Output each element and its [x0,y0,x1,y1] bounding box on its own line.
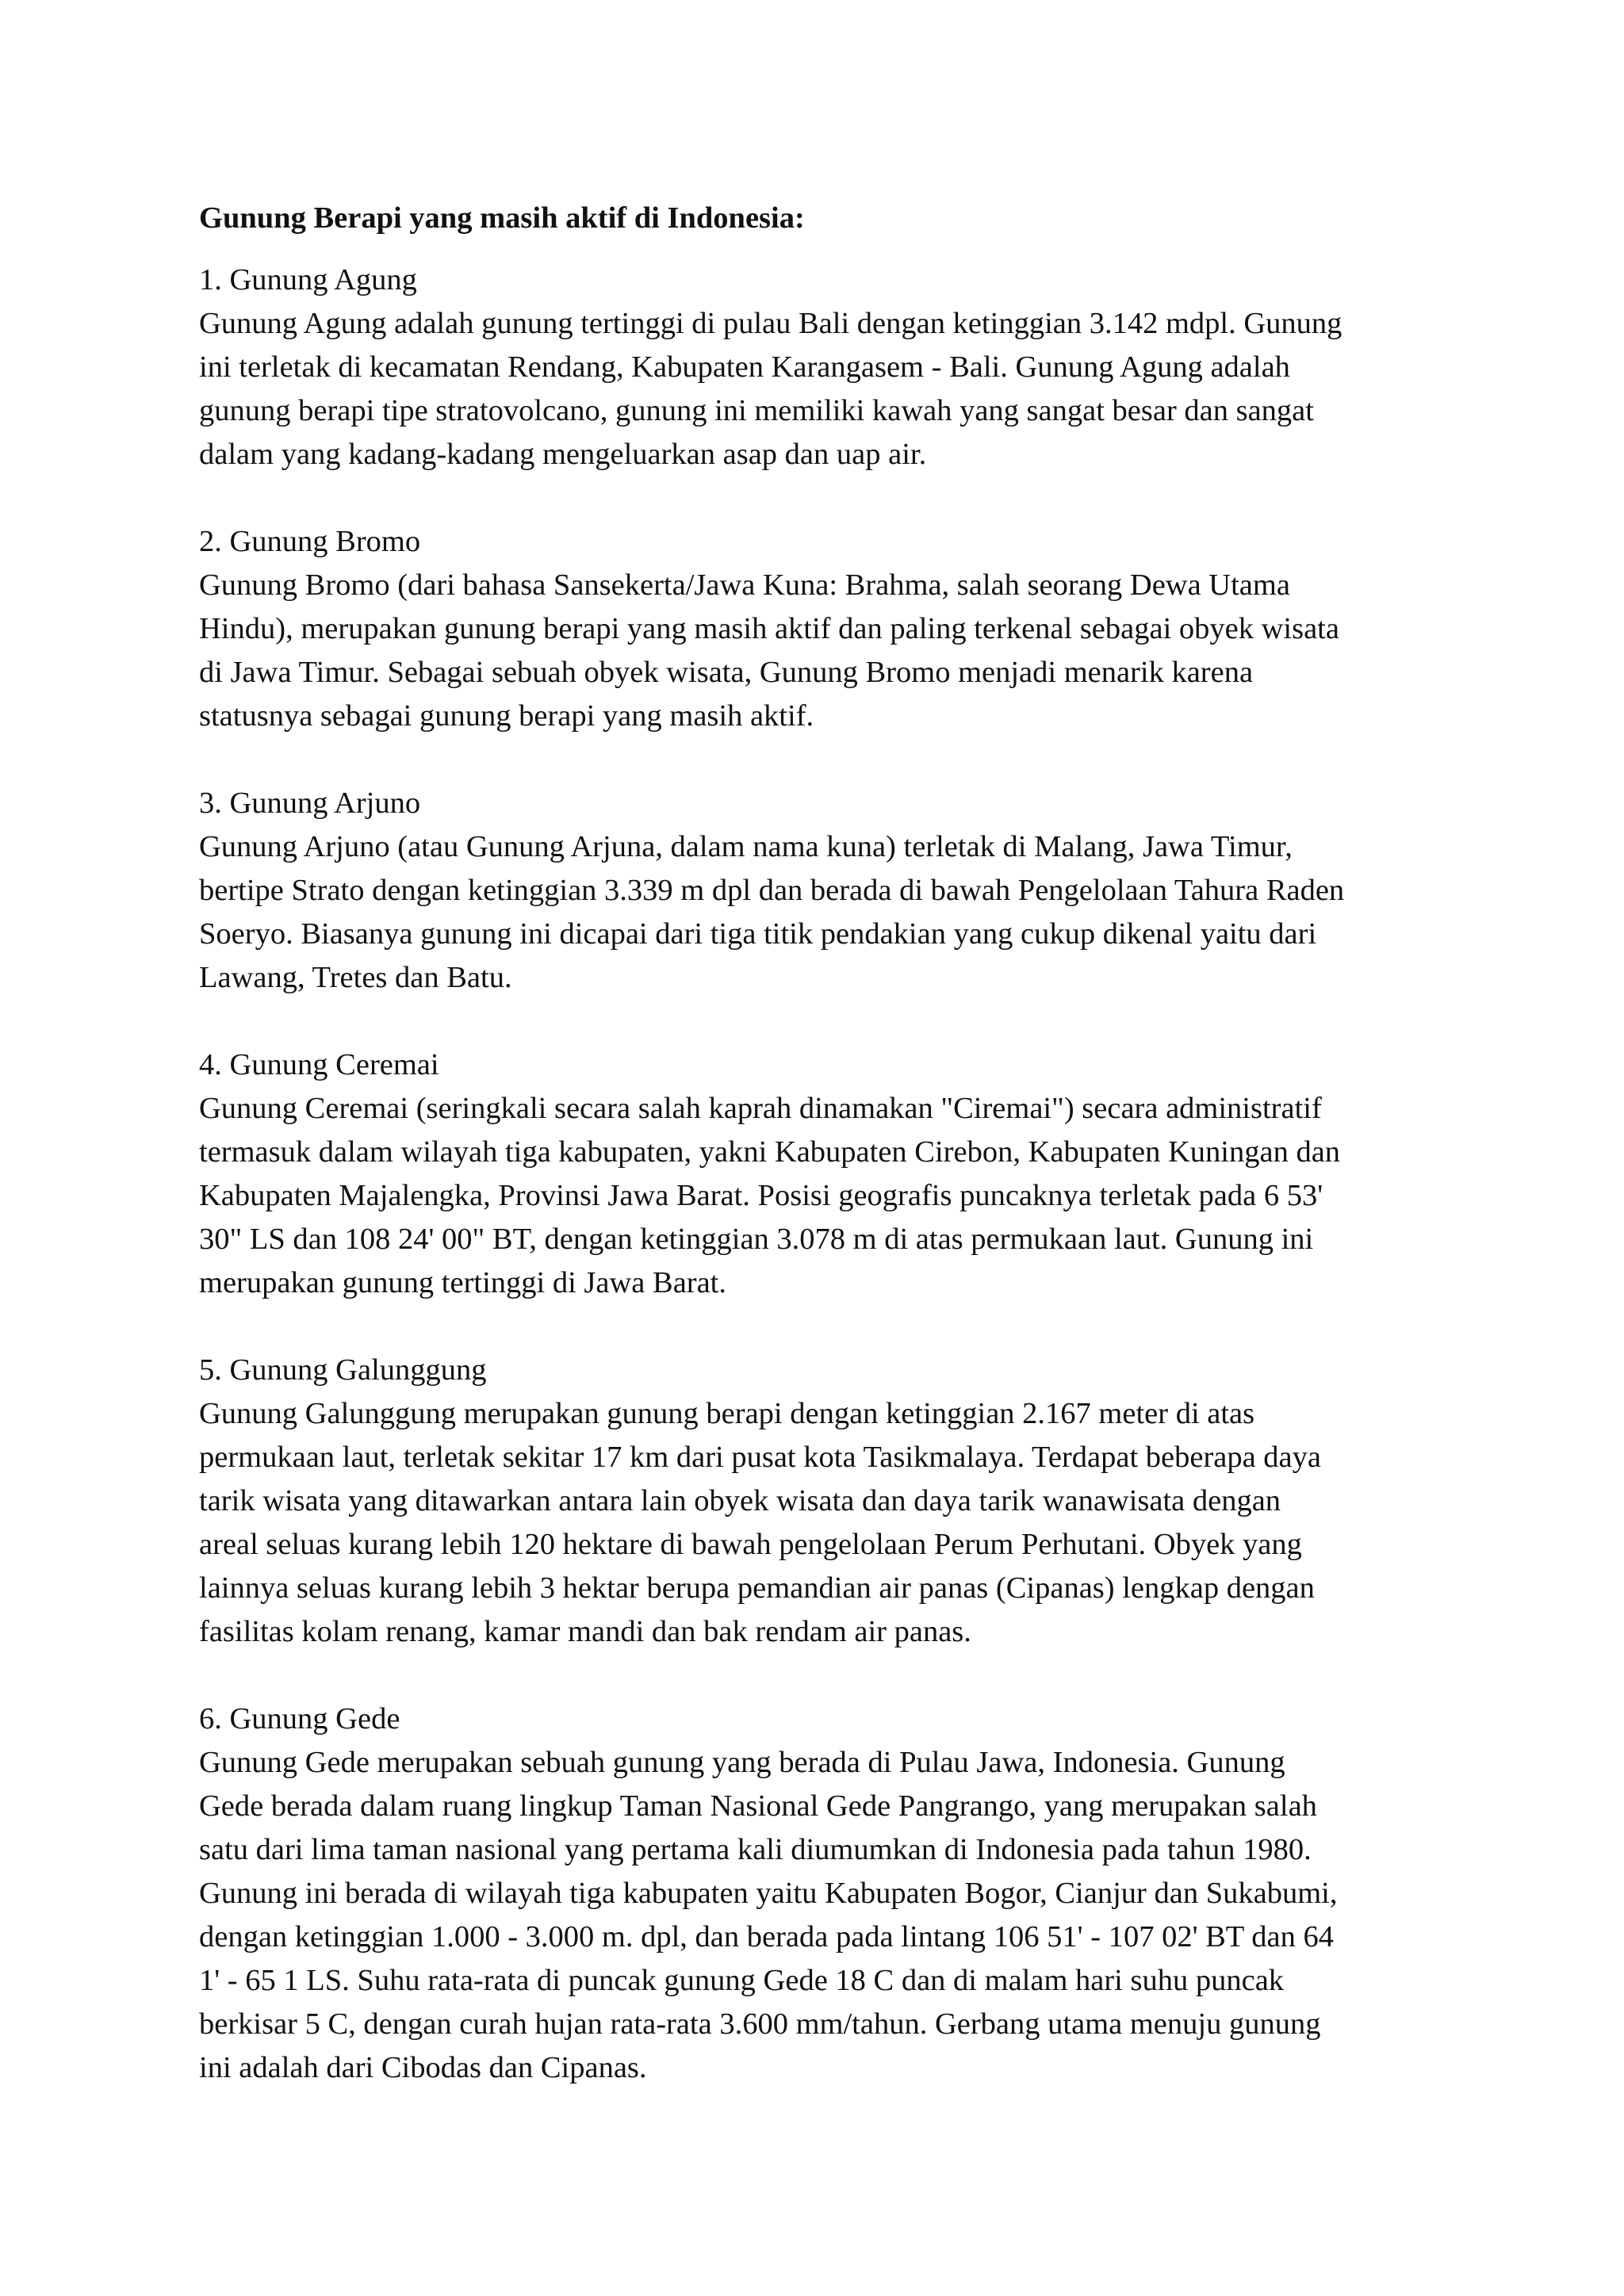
body-line: lainnya seluas kurang lebih 3 hektar berupa pemandian air panas (Cipanas) lengkap dengan [199,1571,1315,1605]
body-line: 30" LS dan 108 24' 00" BT, dengan ketinggian 3.078 m di atas permukaan laut. Gunung ini [199,1223,1314,1256]
body-line: dengan ketinggian 1.000 - 3.000 m. dpl, dan berada pada lintang 106 51' - 107 02' BT dan 64 [199,1920,1334,1954]
body-line: Gunung Galunggung merupakan gunung berapi dengan ketinggian 2.167 meter di atas [199,1397,1255,1430]
section-gunung-bromo [199,520,1444,738]
section-gunung-galunggung [199,1349,1444,1654]
body-line: statusnya sebagai gunung berapi yang masih aktif. [199,699,814,733]
body-line: tarik wisata yang ditawarkan antara lain obyek wisata dan daya tarik wanawisata dengan [199,1484,1281,1517]
section-heading: 4. Gunung Ceremai [199,1048,439,1081]
body-line: Gunung Arjuno (atau Gunung Arjuna, dalam nama kuna) terletak di Malang, Jawa Timur, [199,830,1293,863]
body-line: Gede berada dalam ruang lingkup Taman Nasional Gede Pangrango, yang merupakan salah [199,1789,1317,1823]
body-line: termasuk dalam wilayah tiga kabupaten, yakni Kabupaten Cirebon, Kabupaten Kuningan dan [199,1135,1341,1169]
body-line: permukaan laut, terletak sekitar 17 km dari pusat kota Tasikmalaya. Terdapat beberapa daya [199,1441,1321,1474]
body-line: fasilitas kolam renang, kamar mandi dan bak rendam air panas. [199,1615,971,1648]
section-gunung-gede [199,1697,1444,2090]
document-title: Gunung Berapi yang masih aktif di Indonesia: [199,201,805,235]
body-line: Gunung Bromo (dari bahasa Sansekerta/Jawa Kuna: Brahma, salah seorang Dewa Utama [199,568,1290,602]
body-line: 1' - 65 1 LS. Suhu rata-rata di puncak gunung Gede 18 C dan di malam hari suhu puncak [199,1964,1285,1997]
section-body [199,1741,1444,2090]
body-line: gunung berapi tipe stratovolcano, gunung ini memiliki kawah yang sangat besar dan sangat [199,394,1314,427]
section-gunung-agung [199,258,1444,476]
section-heading: 2. Gunung Bromo [199,525,421,558]
body-line: ini terletak di kecamatan Rendang, Kabupaten Karangasem - Bali. Gunung Agung adalah [199,350,1290,384]
section-body [199,302,1444,476]
section-heading: 3. Gunung Arjuno [199,786,421,820]
body-line: di Jawa Timur. Sebagai sebuah obyek wisata, Gunung Bromo menjadi menarik karena [199,656,1254,689]
body-line: ini adalah dari Cibodas dan Cipanas. [199,2051,647,2084]
body-line: Gunung Ceremai (seringkali secara salah kaprah dinamakan "Ciremai") secara administratif [199,1092,1322,1125]
section-heading: 1. Gunung Agung [199,263,417,297]
section-heading: 6. Gunung Gede [199,1702,400,1735]
body-line: areal seluas kurang lebih 120 hektare di bawah pengelolaan Perum Perhutani. Obyek yang [199,1528,1302,1561]
body-line: Soeryo. Biasanya gunung ini dicapai dari tiga titik pendakian yang cukup dikenal yaitu dari [199,917,1317,951]
body-line: bertipe Strato dengan ketinggian 3.339 m dpl dan berada di bawah Pengelolaan Tahura Raden [199,874,1345,907]
body-line: Hindu), merupakan gunung berapi yang masih aktif dan paling terkenal sebagai obyek wisata [199,612,1339,645]
section-gunung-ceremai [199,1043,1444,1305]
section-heading: 5. Gunung Galunggung [199,1353,487,1387]
section-body [199,1087,1444,1305]
body-line: berkisar 5 C, dengan curah hujan rata-rata 3.600 mm/tahun. Gerbang utama menuju gunung [199,2007,1321,2041]
section-body [199,564,1444,738]
body-line: Kabupaten Majalengka, Provinsi Jawa Barat. Posisi geografis puncaknya terletak pada 6 53' [199,1179,1323,1212]
section-body [199,825,1444,1000]
body-line: dalam yang kadang-kadang mengeluarkan asap dan uap air. [199,438,927,471]
body-line: Gunung ini berada di wilayah tiga kabupaten yaitu Kabupaten Bogor, Cianjur dan Sukabumi, [199,1877,1338,1910]
body-line: Gunung Gede merupakan sebuah gunung yang berada di Pulau Jawa, Indonesia. Gunung [199,1746,1285,1779]
section-body [199,1392,1444,1654]
body-line: Lawang, Tretes dan Batu. [199,961,512,994]
document-page [199,197,1444,2133]
body-line: satu dari lima taman nasional yang pertama kali diumumkan di Indonesia pada tahun 1980. [199,1833,1312,1866]
section-gunung-arjuno [199,782,1444,1000]
body-line: Gunung Agung adalah gunung tertinggi di pulau Bali dengan ketinggian 3.142 mdpl. Gunung [199,307,1342,340]
body-line: merupakan gunung tertinggi di Jawa Barat. [199,1266,727,1299]
